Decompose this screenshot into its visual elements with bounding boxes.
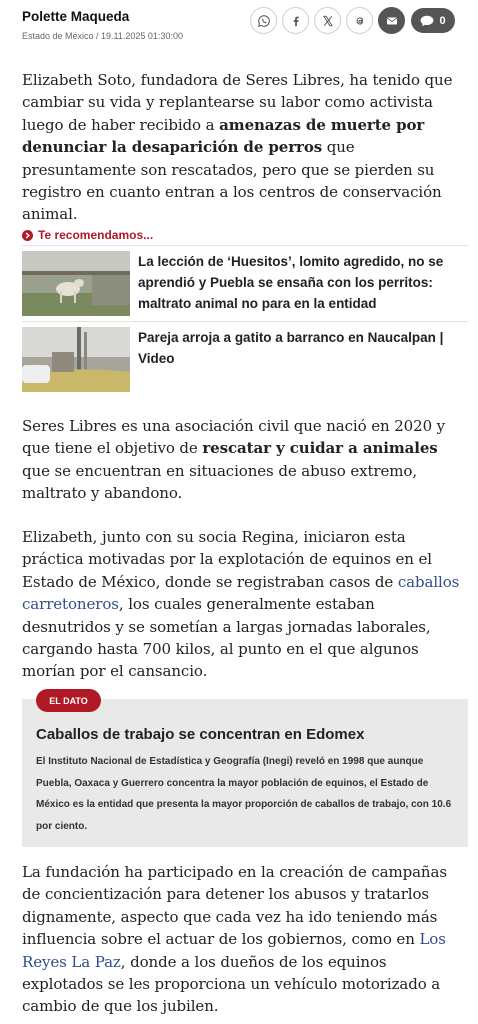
paragraph-bold-text: rescatar y cuidar a animales — [202, 439, 438, 458]
recommended-article-title[interactable]: La lección de ‘Huesitos’, lomito agredido, no se aprendió y Puebla se ensaña con los perritos: maltrato animal no para en la entidad — [138, 254, 444, 311]
share-bar — [250, 7, 455, 34]
article-paragraph-2 — [22, 415, 468, 505]
recommend-heading-label: Te recomendamos... — [38, 228, 154, 242]
whatsapp-share-button[interactable] — [250, 7, 277, 34]
comment-count: 0 — [439, 14, 446, 27]
paragraph-text: que presuntamente son rescatados, pero que se pierden su registro en cuanto entran a los centros de conservación animal. — [22, 138, 442, 224]
recommended-article-title[interactable]: Pareja arroja a gatito a barranco en Naucalpan | Video — [138, 330, 444, 366]
article-paragraph-4 — [22, 861, 468, 1018]
article-thumbnail[interactable] — [22, 327, 130, 392]
el-dato-body: El Instituto Nacional de Estadística y Geografía (Inegi) reveló en 1998 que aunque Puebla, Oaxaca y Guerrero concentra la mayor población de equinos, el Estado de México es la entidad que presenta la mayor proporción de caballos de trabajo, con 10.6 por ciento. — [36, 756, 452, 832]
chevron-right-icon — [22, 230, 33, 241]
paragraph-text: La fundación ha participado en la creación de campañas de concientización para detener los abusos y tratarlos dignamente, aspecto que cada vez ha ido teniendo más influencia sobre el actuar de los gobiernos, como en — [22, 863, 447, 949]
paragraph-bold-text: amenazas de muerte por denunciar la desaparición de perros — [22, 115, 425, 157]
x-twitter-icon — [321, 14, 335, 28]
article-paragraph-1 — [22, 69, 468, 226]
recommended-article-1[interactable] — [22, 251, 468, 316]
paragraph-text: Elizabeth Soto, fundadora de Seres Libres, ha tenido que cambiar su vida y replantearse su labor como activista luego de haber recibido a — [22, 71, 453, 134]
recommended-article-2[interactable] — [22, 327, 468, 392]
article-link[interactable]: Los Reyes La Paz — [22, 930, 446, 971]
article-paragraph-3 — [22, 526, 468, 683]
facebook-icon — [289, 14, 303, 28]
paragraph-text: que se encuentran en situaciones de abuso extremo, maltrato y abandono. — [22, 461, 418, 503]
paragraph-text: , donde a los dueños de los equinos explotados se les proporciona un vehículo motorizado a cambio de que los jubilen. — [22, 952, 441, 1016]
threads-share-button[interactable] — [346, 7, 373, 34]
whatsapp-icon — [257, 14, 271, 28]
el-dato-title: Caballos de trabajo se concentran en Edomex — [36, 726, 365, 743]
author-name[interactable]: Polette Maqueda — [22, 9, 130, 24]
threads-icon — [353, 14, 367, 28]
comment-bubble-icon — [420, 15, 434, 27]
paragraph-text: , los cuales generalmente estaban desnutridos y se sometían a largas jornadas laborales, cargando hasta 700 kilos, al punto en el que algunos morían por el cansancio. — [22, 595, 431, 681]
paragraph-text: Seres Libres es una asociación civil que nació en 2020 y que tiene el objetivo de — [22, 417, 446, 458]
el-dato-box — [22, 695, 468, 847]
x-share-button[interactable] — [314, 7, 341, 34]
facebook-share-button[interactable] — [282, 7, 309, 34]
comments-button[interactable] — [411, 8, 455, 33]
article-header — [0, 0, 478, 52]
article-thumbnail[interactable] — [22, 251, 130, 316]
paragraph-text: Elizabeth, junto con su socia Regina, iniciaron esta práctica motivadas por la explotación de equinos en el Estado de México, donde se registraban casos de — [22, 528, 432, 591]
email-icon — [385, 14, 399, 28]
article-meta: Estado de México / 19.11.2025 01:30:00 — [22, 31, 183, 41]
article-link[interactable]: caballos carretoneros — [22, 572, 460, 614]
el-dato-badge: EL DATO — [36, 689, 101, 712]
recommend-heading — [22, 228, 153, 242]
email-share-button[interactable] — [378, 7, 405, 34]
divider — [22, 245, 468, 246]
divider — [22, 321, 468, 322]
